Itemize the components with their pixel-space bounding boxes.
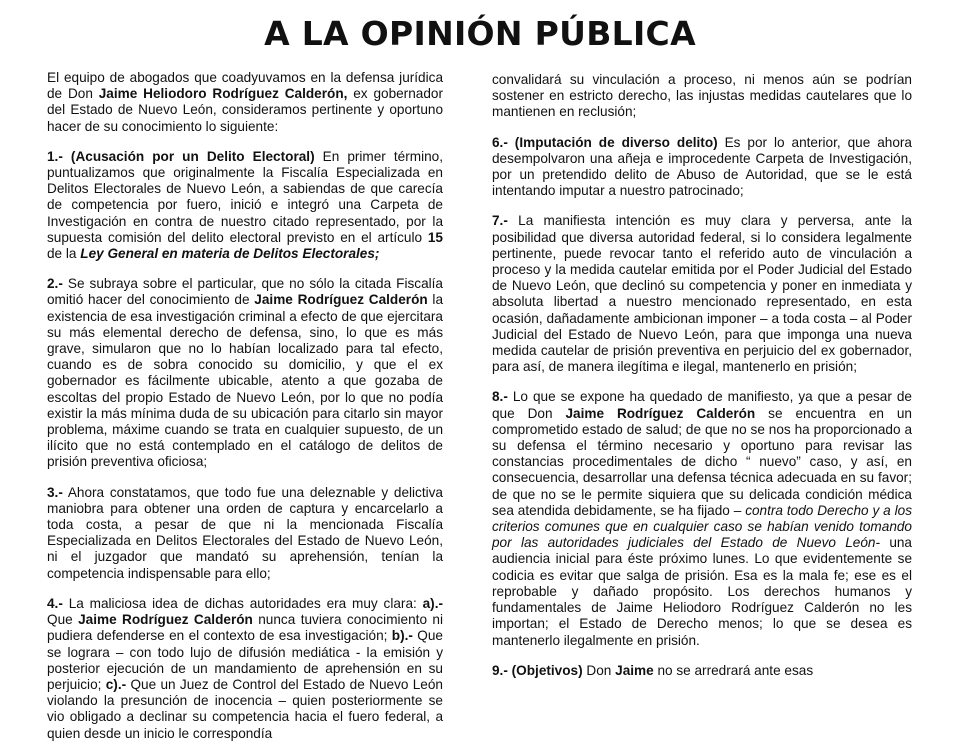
emphasis-text: 8.- — [492, 389, 508, 405]
right-column — [492, 72, 912, 693]
body-text: convalidará su vinculación a proceso, ni menos aún se podrían sostener en estricto derecho, las injustas medidas cautelares que lo mantienen en reclusión; — [492, 72, 912, 120]
body-text: Es por lo anterior, que ahora desempolvaron una añeja e improcedente Carpeta de Investigación, por un pretendido delito de Abuso de Autoridad, que se le está intentando imputar a nuestro patrocinado; — [492, 134, 912, 199]
emphasis-text: Jaime Rodríguez Calderón — [78, 612, 253, 628]
emphasis-text: a).- — [422, 595, 443, 611]
body-text: La manifiesta intención es muy clara y perversa, ante la posibilidad que diversa autoridad federal, si lo considera legalmente pertinente, puede revocar tanto el referido auto de vinculación a proceso y la medida cautelar emitida por el Poder Judicial del Estado de Nuevo León, que declinó su competencia y poner en inmediata y absoluta libertad a nuestro mencionado representado, en esta ocasión, dañadamente ambicionan imponer – a toda costa – al Poder Judicial del Estado de Nuevo León, para que imponga una nueva medida cautelar de prisión preventiva en perjuicio del ex gobernador, para así, de manera ilegítima e ilegal, mantenerlo en prisión; — [492, 213, 912, 375]
emphasis-text: 2.- — [47, 276, 63, 292]
paragraph — [492, 213, 912, 375]
emphasis-text: 9.- (Objetivos) — [492, 662, 583, 678]
paragraph — [492, 72, 912, 121]
left-column — [47, 70, 443, 756]
body-text: una audiencia inicial para éste próximo lunes. Lo que evidentemente se codicia es evitar que salga de prisión. Esa es la mala fe; ese es el reprobable y dañado propósito. Los derechos humanos y fundamentales de Jaime Heliodoro Rodríguez Calderón no les importan; el Estado de Derecho menos; lo que se desea es mantenerlo ilegalmente en prisión. — [492, 535, 912, 648]
emphasis-text: contra todo Derecho y a los criterios comunes que en cualquier caso se habían venido tomando por las autoridades judiciales del Estado de Nuevo León- — [492, 502, 912, 551]
body-text: El equipo de abogados que coadyuvamos en la defensa jurídica de Don — [47, 70, 443, 102]
body-text: no se arredrará ante esas — [653, 662, 814, 678]
body-text: Que un Juez de Control del Estado de Nuevo León violando la presunción de inocencia – quien posteriormente se vio obligado a declinar su competencia hacia el fuero federal, a quien desde un inicio le correspondía — [47, 676, 443, 741]
emphasis-text: Jaime — [615, 662, 654, 678]
emphasis-text: 1.- (Acusación por un Delito Electoral) — [47, 148, 315, 164]
body-text: Lo que se expone ha quedado de manifiesto, ya que a pesar de que Don — [492, 389, 912, 421]
body-text: de la — [47, 246, 81, 262]
emphasis-text: 15 — [427, 229, 443, 245]
emphasis-text: Jaime Heliodoro Rodríguez Calderón, — [98, 86, 348, 102]
paragraph — [47, 485, 443, 582]
emphasis-text: 3.- — [47, 484, 63, 500]
emphasis-text: 4.- — [47, 595, 63, 611]
body-text: la existencia de esa investigación criminal a efecto de que ejercitara su más elemental derecho de defensa, sino, lo que es más grave, simularon que no lo habían localizado para tal efecto, cuando es de sobra conocido su domicilio, y que el ex gobernador es fácilmente ubicable, atento a que gozaba de escoltas del propio Estado de Nuevo León, por lo que no podía existir la más mínima duda de su ubicación para citarlo sin mayor problema, máxime cuando se trata en cualquier supuesto, de un ilícito que no está contemplado en el catálogo de delitos de prisión preventiva oficiosa; — [47, 292, 444, 470]
paragraph — [47, 276, 443, 470]
body-text: Que — [47, 612, 79, 628]
paragraph — [492, 663, 912, 679]
emphasis-text: 6.- (Imputación de diverso delito) — [492, 134, 718, 150]
emphasis-text: 7.- — [492, 213, 508, 229]
emphasis-text: c).- — [105, 676, 127, 692]
paragraph — [492, 389, 912, 648]
body-text: ex gobernador del Estado de Nuevo León, consideramos pertinente y oportuno hacer de su conocimiento lo siguiente: — [47, 86, 443, 134]
emphasis-text: Ley General en materia de Delitos Electorales; — [80, 246, 380, 262]
paragraph — [47, 70, 443, 135]
body-text: Don — [582, 662, 616, 678]
emphasis-text: Jaime Rodríguez Calderón — [254, 292, 428, 308]
body-text: En primer término, puntualizamos que originalmente la Fiscalía Especializada en Delitos Electorales de Nuevo León, a sabiendas de que carecía de competencia por fuero, inició e integró una Carpeta de Investigación en contra de nuestro citado representado, por la supuesta comisión del delito electoral previsto en el artículo — [47, 148, 443, 245]
paragraph — [492, 135, 912, 200]
body-text: Ahora constatamos, que todo fue una deleznable y delictiva maniobra para obtener una orden de captura y encarcelarlo a toda costa, a pesar de que ni la mencionada Fiscalía Especializada en Delitos Electorales del Estado de Nuevo León, ni el juzgador que mandató su aprehensión, tenían la competencia indispensable para ello; — [47, 484, 443, 581]
body-text: nunca tuviera conocimiento ni pudiera defenderse en el contexto de esa investigación; — [47, 612, 443, 644]
paragraph — [47, 149, 443, 262]
page-title: A LA OPINIÓN PÚBLICA — [264, 14, 696, 53]
emphasis-text: b).- — [391, 628, 413, 644]
body-text: Se subraya sobre el particular, que no sólo la citada Fiscalía omitió hacer del conocimiento de — [47, 276, 443, 308]
emphasis-text: Jaime Rodríguez Calderón — [565, 405, 756, 421]
body-text: Que se lograra – con todo lujo de difusión mediática - la emisión y posterior ejecución de un mandamiento de aprehensión en su perjuicio; — [47, 628, 443, 692]
paragraph — [47, 596, 443, 742]
body-text: se encuentra en un comprometido estado de salud; de que no se nos ha proporcionado a su defensa el término necesario y oportuno para revisar las constancias procedimentales de dicho “ nuevo” caso, y así, en consecuencia, desarrollar una defensa técnica adecuada en su favor; de que no se le permite siquiera que su delicada condición médica sea atendida debidamente, se ha fijado – — [492, 405, 912, 518]
body-text: La maliciosa idea de dichas autoridades era muy clara: — [62, 595, 423, 611]
